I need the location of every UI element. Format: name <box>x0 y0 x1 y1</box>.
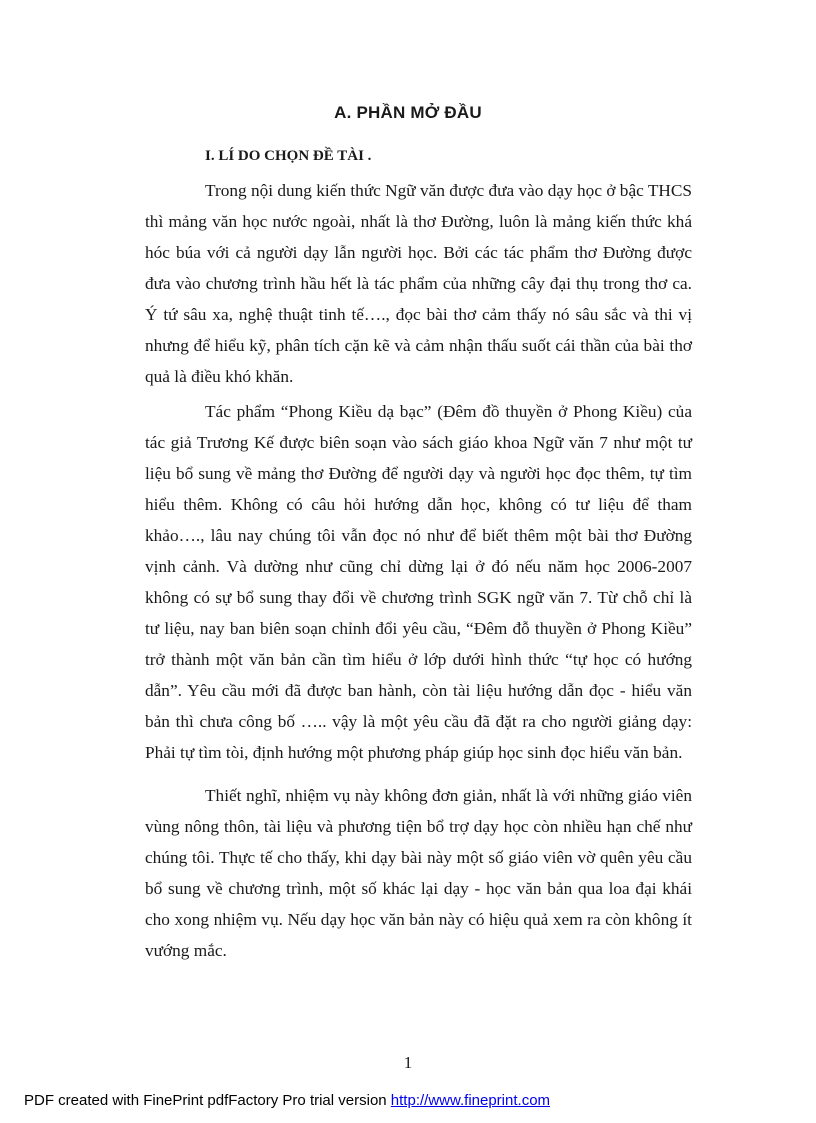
paragraph: Thiết nghĩ, nhiệm vụ này không đơn giản, nhất là với những giáo viên vùng nông thôn, tài liệu và phương tiện bổ trợ dạy học còn nhiều hạn chế như chúng tôi. Thực tế cho thấy, khi dạy bài này một số giáo viên vờ quên yêu cầu bổ sung về chương trình, một số khác lại dạy - học văn bản qua loa đại khái cho xong nhiệm vụ. Nếu dạy học văn bản này có hiệu quả xem ra còn không ít vướng mắc. <box>145 786 692 960</box>
body-text <box>145 175 692 966</box>
paragraph: Tác phẩm “Phong Kiều dạ bạc” (Đêm đồ thuyền ở Phong Kiều) của tác giả Trương Kế được biên soạn vào sách giáo khoa Ngữ văn 7 như một tư liệu bổ sung về mảng thơ Đường để người dạy và người học đọc thêm, tự tìm hiểu thêm. Không có câu hỏi hướng dẫn học, không có tư liệu để tham khảo…., lâu nay chúng tôi vẫn đọc nó như để biết thêm một bài thơ Đường vịnh cảnh. Và dường như cũng chỉ dừng lại ở đó nếu năm học 2006-2007 không có sự bổ sung thay đổi về chương trình SGK ngữ văn 7. Từ chỗ chỉ là tư liệu, nay ban biên soạn chỉnh đổi yêu cầu, “Đêm đỗ thuyền ở Phong Kiều” trở thành một văn bản cần tìm hiểu ở lớp dưới hình thức “tự học có hướng dẫn”. Yêu cầu mới đã được ban hành, còn tài liệu hướng dẫn đọc - hiểu văn bản thì chưa công bố ….. vậy là một yêu cầu đã đặt ra cho người giảng dạy: Phải tự tìm tòi, định hướng một phương pháp giúp học sinh đọc hiểu văn bản. <box>145 402 692 762</box>
section-heading: I. LÍ DO CHỌN ĐỀ TÀI . <box>205 148 372 164</box>
footer-link[interactable]: http://www.fineprint.com <box>390 1092 551 1109</box>
pdf-footer <box>24 1092 550 1109</box>
paragraph: Trong nội dung kiến thức Ngữ văn được đưa vào dạy học ở bậc THCS thì mảng văn học nước ngoài, nhất là thơ Đường, luôn là mảng kiến thức khá hóc búa với cả người dạy lẫn người học. Bởi các tác phẩm thơ Đường được đưa vào chương trình hầu hết là tác phẩm của những cây đại thụ trong thơ ca. Ý tứ sâu xa, nghệ thuật tinh tế…., đọc bài thơ cảm thấy nó sâu sắc và thi vị nhưng để hiểu kỹ, phân tích cặn kẽ và cảm nhận thấu suốt cái thần của bài thơ quả là điều khó khăn. <box>145 181 692 386</box>
page-title: A. PHẦN MỞ ĐẦU <box>334 103 482 122</box>
page-number: 1 <box>403 1053 413 1072</box>
footer-text: PDF created with FinePrint pdfFactory Pro trial version <box>24 1092 391 1109</box>
